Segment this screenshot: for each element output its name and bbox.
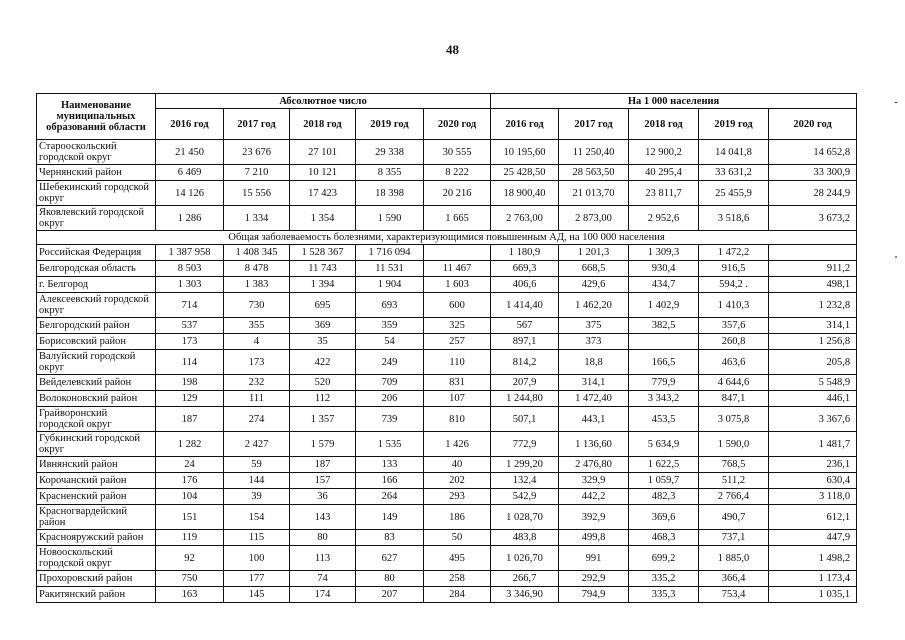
absolute-value-cell: 739	[356, 407, 424, 432]
absolute-value-cell: 257	[424, 334, 491, 350]
municipality-name: Борисовский район	[37, 334, 156, 350]
absolute-value-cell: 355	[224, 318, 290, 334]
absolute-value-cell: 174	[290, 587, 356, 603]
year-header: 2017 год	[224, 109, 290, 140]
municipality-name: Грайворонский городской округ	[37, 407, 156, 432]
per-1000-value-cell: 2 763,00	[491, 206, 559, 231]
per-1000-value-cell: 1 256,8	[769, 334, 857, 350]
absolute-value-cell: 495	[424, 546, 491, 571]
per-1000-value-cell: 382,5	[629, 318, 699, 334]
per-1000-value-cell: 25 455,9	[699, 181, 769, 206]
year-header: 2019 год	[699, 109, 769, 140]
per-1000-value-cell: 314,1	[769, 318, 857, 334]
per-1000-value-cell	[629, 334, 699, 350]
per-1000-value-cell: 357,6	[699, 318, 769, 334]
absolute-value-cell: 8 503	[156, 261, 224, 277]
table-row	[37, 261, 857, 277]
year-header: 2020 год	[424, 109, 491, 140]
per-1000-value-cell: 369,6	[629, 505, 699, 530]
per-1000-value-cell: 1 481,7	[769, 432, 857, 457]
absolute-value-cell: 74	[290, 571, 356, 587]
per-1000-value-cell: 329,9	[559, 473, 629, 489]
municipality-name: Валуйский городской округ	[37, 350, 156, 375]
absolute-value-cell: 831	[424, 375, 491, 391]
per-1000-value-cell: 507,1	[491, 407, 559, 432]
per-1000-value-cell: 21 013,70	[559, 181, 629, 206]
table-row	[37, 165, 857, 181]
per-1000-value-cell: 699,2	[629, 546, 699, 571]
table-row	[37, 489, 857, 505]
absolute-value-cell: 15 556	[224, 181, 290, 206]
absolute-value-cell: 1 408 345	[224, 245, 290, 261]
per-1000-value-cell: 1 028,70	[491, 505, 559, 530]
absolute-value-cell: 714	[156, 293, 224, 318]
per-1000-value-cell: 5 548,9	[769, 375, 857, 391]
absolute-value-cell: 144	[224, 473, 290, 489]
per-1000-value-cell: 1 462,20	[559, 293, 629, 318]
absolute-value-cell: 163	[156, 587, 224, 603]
per-1000-value-cell: 897,1	[491, 334, 559, 350]
municipality-name: Ракитянский район	[37, 587, 156, 603]
absolute-value-cell: 59	[224, 457, 290, 473]
absolute-value-cell: 693	[356, 293, 424, 318]
per-1000-value-cell: 490,7	[699, 505, 769, 530]
absolute-value-cell: 1 528 367	[290, 245, 356, 261]
per-1000-value-cell: 930,4	[629, 261, 699, 277]
year-header: 2020 год	[769, 109, 857, 140]
absolute-value-cell: 129	[156, 391, 224, 407]
table-row	[37, 277, 857, 293]
absolute-value-cell: 107	[424, 391, 491, 407]
per-1000-value-cell: 4 644,6	[699, 375, 769, 391]
per-1000-value-cell: 3 343,2	[629, 391, 699, 407]
per-1000-value-cell: 772,9	[491, 432, 559, 457]
year-header: 2016 год	[491, 109, 559, 140]
absolute-value-cell: 11 531	[356, 261, 424, 277]
per-1000-value-cell: 5 634,9	[629, 432, 699, 457]
absolute-value-cell: 112	[290, 391, 356, 407]
absolute-value-cell: 1 665	[424, 206, 491, 231]
per-1000-value-cell: 1 402,9	[629, 293, 699, 318]
table-row	[37, 457, 857, 473]
absolute-value-cell: 1 904	[356, 277, 424, 293]
per-1000-value-cell: 753,4	[699, 587, 769, 603]
per-1000-value-cell: 132,4	[491, 473, 559, 489]
absolute-value-cell: 1 590	[356, 206, 424, 231]
per-1000-value-cell: 794,9	[559, 587, 629, 603]
year-header: 2018 год	[629, 109, 699, 140]
per-1000-value-cell: 14 041,8	[699, 140, 769, 165]
absolute-value-cell: 600	[424, 293, 491, 318]
per-1000-value-cell: 10 195,60	[491, 140, 559, 165]
municipality-name: г. Белгород	[37, 277, 156, 293]
absolute-value-cell: 750	[156, 571, 224, 587]
per-1000-value-cell: 1 885,0	[699, 546, 769, 571]
absolute-value-cell: 187	[156, 407, 224, 432]
per-1000-value-cell: 1 201,3	[559, 245, 629, 261]
absolute-value-cell: 54	[356, 334, 424, 350]
per-1000-value-cell: 443,1	[559, 407, 629, 432]
column-group-absolute: Абсолютное число	[156, 94, 491, 109]
absolute-value-cell: 80	[290, 530, 356, 546]
table-row	[37, 334, 857, 350]
absolute-value-cell: 157	[290, 473, 356, 489]
absolute-value-cell: 11 467	[424, 261, 491, 277]
per-1000-value-cell: 2 476,80	[559, 457, 629, 473]
municipality-name: Волоконовский район	[37, 391, 156, 407]
absolute-value-cell: 198	[156, 375, 224, 391]
absolute-value-cell: 11 743	[290, 261, 356, 277]
per-1000-value-cell: 266,7	[491, 571, 559, 587]
per-1000-value-cell: 3 673,2	[769, 206, 857, 231]
absolute-value-cell: 50	[424, 530, 491, 546]
municipality-name: Губкинский городской округ	[37, 432, 156, 457]
per-1000-value-cell: 483,8	[491, 530, 559, 546]
per-1000-value-cell: 468,3	[629, 530, 699, 546]
table-row	[37, 391, 857, 407]
municipality-name: Корочанский район	[37, 473, 156, 489]
table-row	[37, 571, 857, 587]
absolute-value-cell: 1 394	[290, 277, 356, 293]
per-1000-value-cell: 1 498,2	[769, 546, 857, 571]
per-1000-value-cell: 18 900,40	[491, 181, 559, 206]
absolute-value-cell: 7 210	[224, 165, 290, 181]
per-1000-value-cell: 498,1	[769, 277, 857, 293]
absolute-value-cell: 520	[290, 375, 356, 391]
absolute-value-cell: 537	[156, 318, 224, 334]
absolute-value-cell: 1 334	[224, 206, 290, 231]
per-1000-value-cell: 1 244,80	[491, 391, 559, 407]
absolute-value-cell: 119	[156, 530, 224, 546]
per-1000-value-cell: 33 300,9	[769, 165, 857, 181]
per-1000-value-cell: 11 250,40	[559, 140, 629, 165]
per-1000-value-cell: 205,8	[769, 350, 857, 375]
per-1000-value-cell: 1 622,5	[629, 457, 699, 473]
column-group-per-1000: На 1 000 населения	[491, 94, 857, 109]
absolute-value-cell: 187	[290, 457, 356, 473]
per-1000-value-cell: 1 035,1	[769, 587, 857, 603]
per-1000-value-cell: 453,5	[629, 407, 699, 432]
table-section	[37, 231, 857, 245]
absolute-value-cell: 24	[156, 457, 224, 473]
per-1000-value-cell: 482,3	[629, 489, 699, 505]
absolute-value-cell: 115	[224, 530, 290, 546]
per-1000-value-cell: 335,2	[629, 571, 699, 587]
absolute-value-cell: 10 121	[290, 165, 356, 181]
per-1000-value-cell: 260,8	[699, 334, 769, 350]
absolute-value-cell: 627	[356, 546, 424, 571]
per-1000-value-cell: 814,2	[491, 350, 559, 375]
per-1000-value-cell: 292,9	[559, 571, 629, 587]
municipality-name: Белгородская область	[37, 261, 156, 277]
absolute-value-cell: 1 426	[424, 432, 491, 457]
per-1000-value-cell: 2 766,4	[699, 489, 769, 505]
per-1000-value-cell: 669,3	[491, 261, 559, 277]
per-1000-value-cell	[769, 245, 857, 261]
municipality-name: Яковлевский городской округ	[37, 206, 156, 231]
per-1000-value-cell: 3 118,0	[769, 489, 857, 505]
per-1000-value-cell: 916,5	[699, 261, 769, 277]
table-row	[37, 206, 857, 231]
per-1000-value-cell: 499,8	[559, 530, 629, 546]
absolute-value-cell: 23 676	[224, 140, 290, 165]
absolute-value-cell: 1 282	[156, 432, 224, 457]
per-1000-value-cell: 594,2 .	[699, 277, 769, 293]
per-1000-value-cell: 406,6	[491, 277, 559, 293]
per-1000-value-cell: 1 414,40	[491, 293, 559, 318]
absolute-value-cell: 173	[156, 334, 224, 350]
absolute-value-cell: 166	[356, 473, 424, 489]
absolute-value-cell	[424, 245, 491, 261]
absolute-value-cell: 325	[424, 318, 491, 334]
absolute-value-cell: 709	[356, 375, 424, 391]
per-1000-value-cell: 314,1	[559, 375, 629, 391]
absolute-value-cell: 810	[424, 407, 491, 432]
per-1000-value-cell: 207,9	[491, 375, 559, 391]
absolute-value-cell: 113	[290, 546, 356, 571]
absolute-value-cell: 730	[224, 293, 290, 318]
per-1000-value-cell: 847,1	[699, 391, 769, 407]
absolute-value-cell: 104	[156, 489, 224, 505]
per-1000-value-cell: 1 173,4	[769, 571, 857, 587]
municipality-name: Новооскольский городской округ	[37, 546, 156, 571]
table-row	[37, 505, 857, 530]
per-1000-value-cell: 1 309,3	[629, 245, 699, 261]
year-header: 2018 год	[290, 109, 356, 140]
per-1000-value-cell: 3 346,90	[491, 587, 559, 603]
absolute-value-cell: 207	[356, 587, 424, 603]
municipality-name: Старооскольский городской округ	[37, 140, 156, 165]
absolute-value-cell: 176	[156, 473, 224, 489]
per-1000-value-cell: 1 472,40	[559, 391, 629, 407]
table-row	[37, 375, 857, 391]
table-row	[37, 530, 857, 546]
absolute-value-cell: 258	[424, 571, 491, 587]
per-1000-value-cell: 511,2	[699, 473, 769, 489]
municipality-name: Красненский район	[37, 489, 156, 505]
absolute-value-cell: 8 355	[356, 165, 424, 181]
per-1000-value-cell: 434,7	[629, 277, 699, 293]
per-1000-value-cell: 14 652,8	[769, 140, 857, 165]
absolute-value-cell: 20 216	[424, 181, 491, 206]
per-1000-value-cell: 991	[559, 546, 629, 571]
table-row	[37, 140, 857, 165]
absolute-value-cell: 422	[290, 350, 356, 375]
absolute-value-cell: 695	[290, 293, 356, 318]
absolute-value-cell: 35	[290, 334, 356, 350]
absolute-value-cell: 80	[356, 571, 424, 587]
absolute-value-cell: 177	[224, 571, 290, 587]
absolute-value-cell: 1 603	[424, 277, 491, 293]
per-1000-value-cell: 463,6	[699, 350, 769, 375]
municipality-name: Ивнянский район	[37, 457, 156, 473]
table-row	[37, 181, 857, 206]
per-1000-value-cell: 1 299,20	[491, 457, 559, 473]
absolute-value-cell: 40	[424, 457, 491, 473]
table-row	[37, 587, 857, 603]
per-1000-value-cell: 911,2	[769, 261, 857, 277]
per-1000-value-cell: 779,9	[629, 375, 699, 391]
municipality-name: Вейделевский район	[37, 375, 156, 391]
per-1000-value-cell: 25 428,50	[491, 165, 559, 181]
table-row	[37, 245, 857, 261]
municipality-name: Краснояружский район	[37, 530, 156, 546]
per-1000-value-cell: 1 059,7	[629, 473, 699, 489]
absolute-value-cell: 83	[356, 530, 424, 546]
per-1000-value-cell: 335,3	[629, 587, 699, 603]
municipality-name: Красногвардейский район	[37, 505, 156, 530]
per-1000-value-cell: 567	[491, 318, 559, 334]
absolute-value-cell: 1 383	[224, 277, 290, 293]
absolute-value-cell: 111	[224, 391, 290, 407]
morbidity-table	[36, 93, 857, 603]
absolute-value-cell: 264	[356, 489, 424, 505]
absolute-value-cell: 186	[424, 505, 491, 530]
absolute-value-cell: 27 101	[290, 140, 356, 165]
per-1000-value-cell: 392,9	[559, 505, 629, 530]
absolute-value-cell: 110	[424, 350, 491, 375]
absolute-value-cell: 1 303	[156, 277, 224, 293]
absolute-value-cell: 1 357	[290, 407, 356, 432]
per-1000-value-cell: 366,4	[699, 571, 769, 587]
absolute-value-cell: 36	[290, 489, 356, 505]
per-1000-value-cell: 2 952,6	[629, 206, 699, 231]
absolute-value-cell: 29 338	[356, 140, 424, 165]
absolute-value-cell: 6 469	[156, 165, 224, 181]
absolute-value-cell: 249	[356, 350, 424, 375]
margin-mark: -	[894, 96, 898, 108]
per-1000-value-cell: 768,5	[699, 457, 769, 473]
table-row	[37, 407, 857, 432]
absolute-value-cell: 1 716 094	[356, 245, 424, 261]
per-1000-value-cell: 1 026,70	[491, 546, 559, 571]
per-1000-value-cell: 442,2	[559, 489, 629, 505]
per-1000-value-cell: 630,4	[769, 473, 857, 489]
absolute-value-cell: 114	[156, 350, 224, 375]
per-1000-value-cell: 612,1	[769, 505, 857, 530]
absolute-value-cell: 206	[356, 391, 424, 407]
per-1000-value-cell: 28 244,9	[769, 181, 857, 206]
absolute-value-cell: 284	[424, 587, 491, 603]
absolute-value-cell: 1 354	[290, 206, 356, 231]
table-row	[37, 350, 857, 375]
table-body-bottom	[37, 245, 857, 603]
absolute-value-cell: 145	[224, 587, 290, 603]
per-1000-value-cell: 236,1	[769, 457, 857, 473]
per-1000-value-cell: 12 900,2	[629, 140, 699, 165]
per-1000-value-cell: 668,5	[559, 261, 629, 277]
absolute-value-cell: 293	[424, 489, 491, 505]
absolute-value-cell: 1 286	[156, 206, 224, 231]
municipality-name: Чернянский район	[37, 165, 156, 181]
absolute-value-cell: 17 423	[290, 181, 356, 206]
per-1000-value-cell: 28 563,50	[559, 165, 629, 181]
per-1000-value-cell: 1 590,0	[699, 432, 769, 457]
absolute-value-cell: 202	[424, 473, 491, 489]
absolute-value-cell: 151	[156, 505, 224, 530]
municipality-name: Прохоровский район	[37, 571, 156, 587]
absolute-value-cell: 274	[224, 407, 290, 432]
table-row	[37, 473, 857, 489]
column-header-name: Наименование муниципальных образований области	[37, 94, 156, 140]
absolute-value-cell: 1 579	[290, 432, 356, 457]
absolute-value-cell: 143	[290, 505, 356, 530]
per-1000-value-cell: 446,1	[769, 391, 857, 407]
absolute-value-cell: 21 450	[156, 140, 224, 165]
absolute-value-cell: 30 555	[424, 140, 491, 165]
absolute-value-cell: 92	[156, 546, 224, 571]
per-1000-value-cell: 3 367,6	[769, 407, 857, 432]
absolute-value-cell: 173	[224, 350, 290, 375]
absolute-value-cell: 154	[224, 505, 290, 530]
per-1000-value-cell: 18,8	[559, 350, 629, 375]
page-number: 48	[446, 42, 459, 57]
absolute-value-cell: 359	[356, 318, 424, 334]
year-header: 2016 год	[156, 109, 224, 140]
per-1000-value-cell: 1 410,3	[699, 293, 769, 318]
year-header: 2019 год	[356, 109, 424, 140]
per-1000-value-cell: 373	[559, 334, 629, 350]
absolute-value-cell: 149	[356, 505, 424, 530]
municipality-name: Российская Федерация	[37, 245, 156, 261]
absolute-value-cell: 14 126	[156, 181, 224, 206]
municipality-name: Белгородский район	[37, 318, 156, 334]
section-title: Общая заболеваемость болезнями, характеризующимися повышенным АД, на 100 000 населения	[37, 231, 857, 245]
per-1000-value-cell: 375	[559, 318, 629, 334]
per-1000-value-cell: 542,9	[491, 489, 559, 505]
per-1000-value-cell: 23 811,7	[629, 181, 699, 206]
per-1000-value-cell: 166,5	[629, 350, 699, 375]
margin-mark: ,	[894, 248, 898, 260]
absolute-value-cell: 8 222	[424, 165, 491, 181]
absolute-value-cell: 1 387 958	[156, 245, 224, 261]
per-1000-value-cell: 1 180,9	[491, 245, 559, 261]
municipality-name: Алексеевский городской округ	[37, 293, 156, 318]
per-1000-value-cell: 3 075,8	[699, 407, 769, 432]
absolute-value-cell: 18 398	[356, 181, 424, 206]
table-row	[37, 293, 857, 318]
absolute-value-cell: 369	[290, 318, 356, 334]
per-1000-value-cell: 737,1	[699, 530, 769, 546]
per-1000-value-cell: 3 518,6	[699, 206, 769, 231]
year-header: 2017 год	[559, 109, 629, 140]
per-1000-value-cell: 33 631,2	[699, 165, 769, 181]
absolute-value-cell: 232	[224, 375, 290, 391]
municipality-name: Шебекинский городской округ	[37, 181, 156, 206]
per-1000-value-cell: 447,9	[769, 530, 857, 546]
absolute-value-cell: 4	[224, 334, 290, 350]
per-1000-value-cell: 2 873,00	[559, 206, 629, 231]
absolute-value-cell: 1 535	[356, 432, 424, 457]
per-1000-value-cell: 1 472,2	[699, 245, 769, 261]
table-row	[37, 318, 857, 334]
absolute-value-cell: 39	[224, 489, 290, 505]
absolute-value-cell: 100	[224, 546, 290, 571]
per-1000-value-cell: 1 136,60	[559, 432, 629, 457]
absolute-value-cell: 133	[356, 457, 424, 473]
table-row	[37, 432, 857, 457]
table-body-top	[37, 140, 857, 231]
per-1000-value-cell: 40 295,4	[629, 165, 699, 181]
per-1000-value-cell: 1 232,8	[769, 293, 857, 318]
table-row	[37, 546, 857, 571]
absolute-value-cell: 8 478	[224, 261, 290, 277]
absolute-value-cell: 2 427	[224, 432, 290, 457]
per-1000-value-cell: 429,6	[559, 277, 629, 293]
